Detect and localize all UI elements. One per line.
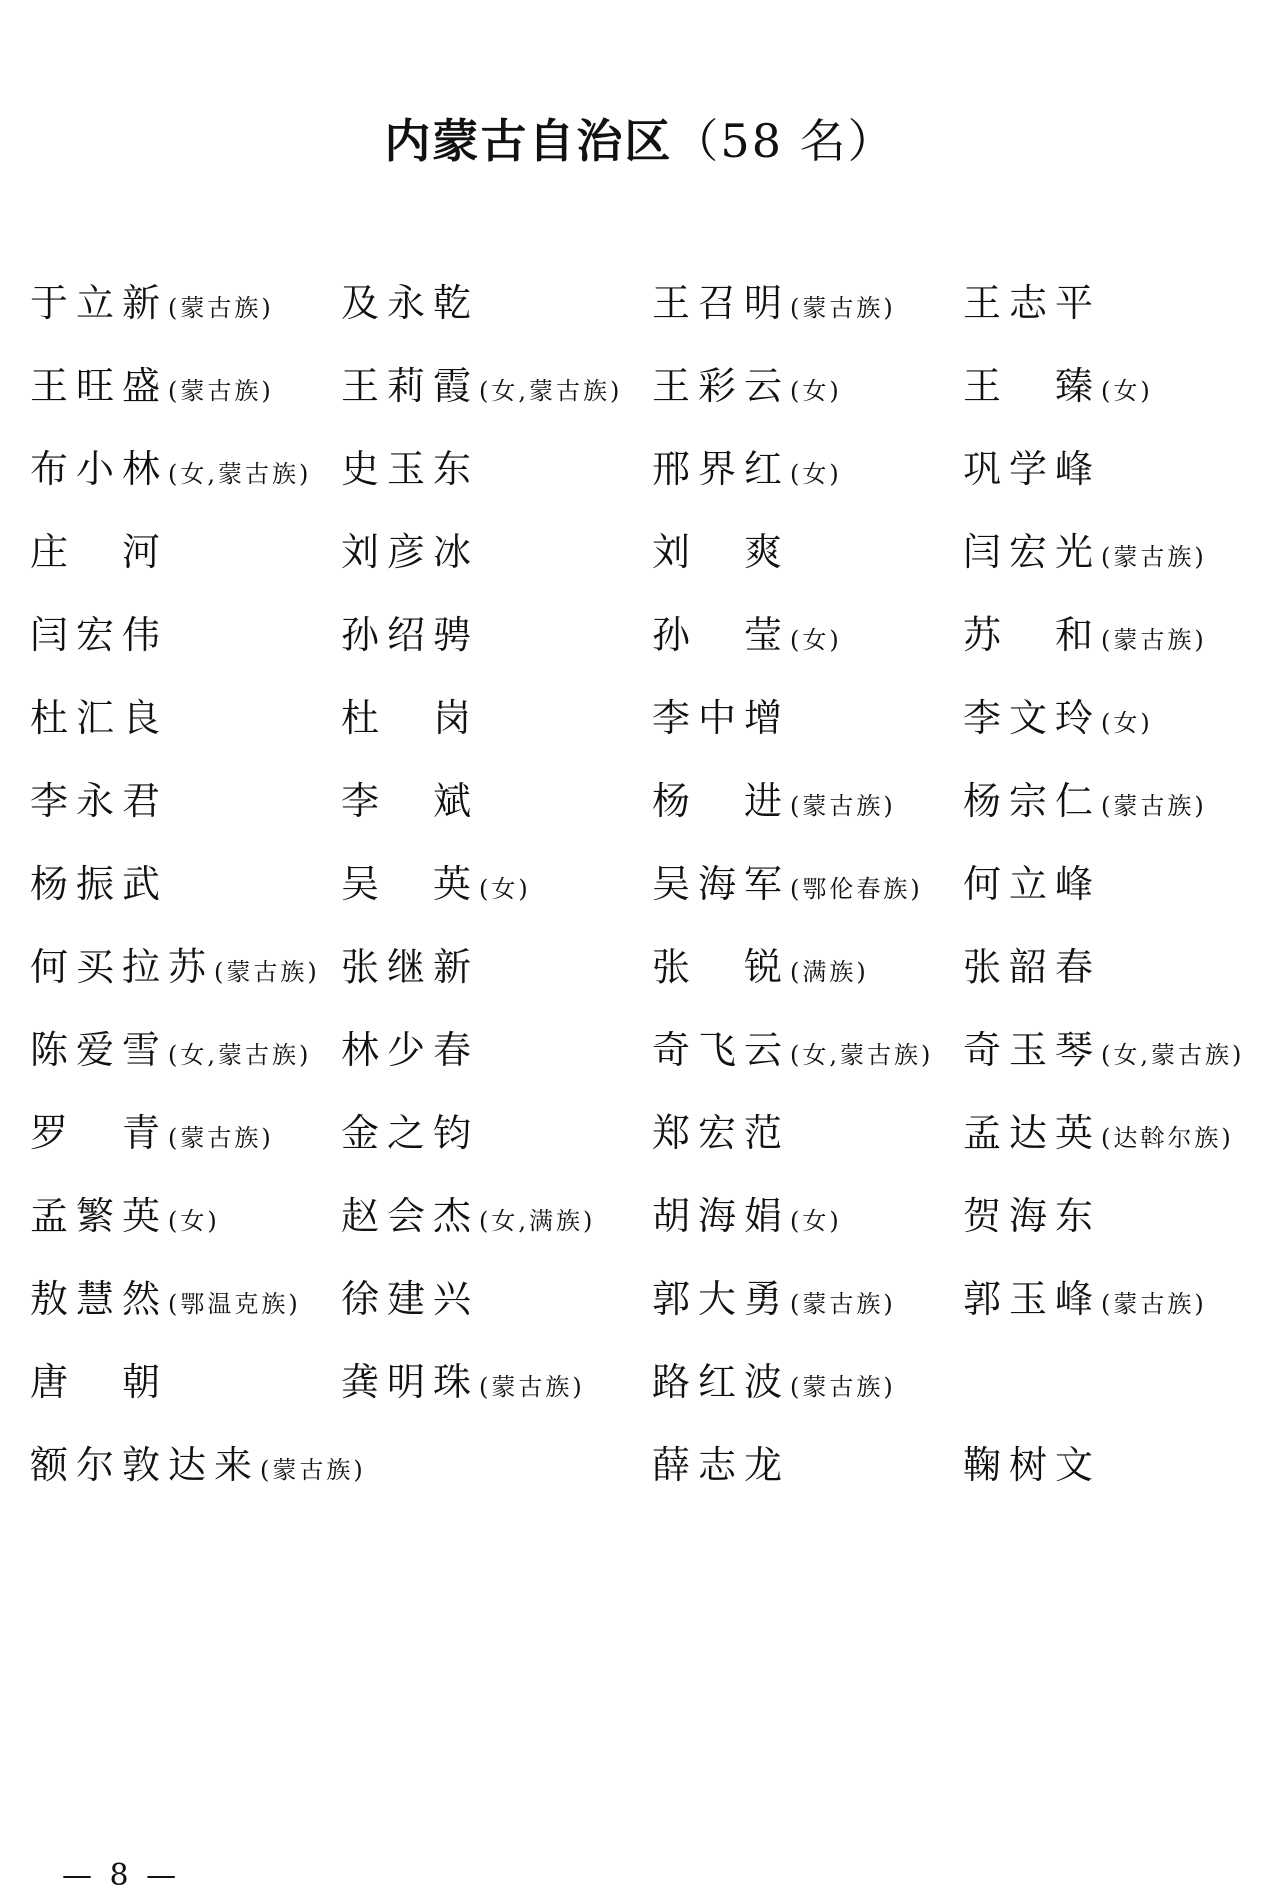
roster-entry: [652, 1024, 963, 1107]
person-note: (女,蒙古族): [168, 1041, 312, 1069]
roster-entry: [963, 526, 1260, 609]
roster-entry: [341, 1107, 652, 1190]
roster-entry: [963, 692, 1260, 775]
roster-entry: [341, 941, 652, 1024]
person-note: (女): [790, 460, 842, 488]
person-name: 郑宏范: [652, 1111, 791, 1155]
person-note: (女,蒙古族): [790, 1041, 934, 1069]
person-name: 郭大勇: [652, 1277, 791, 1321]
roster-entry: [652, 443, 963, 526]
roster-entry: [963, 1107, 1260, 1190]
person-name: 吴海军: [652, 862, 791, 906]
person-note: (女): [479, 875, 531, 903]
roster-entry: [652, 277, 963, 360]
roster-entry: [30, 858, 341, 941]
title-count: （58 名）: [672, 114, 896, 168]
person-note: (蒙古族): [168, 377, 274, 405]
person-note: (蒙古族): [168, 294, 274, 322]
person-name: 额尔敦达来: [30, 1443, 261, 1487]
roster-entry: [652, 692, 963, 775]
person-name: 布小林: [30, 447, 169, 491]
roster-entry: [652, 1439, 963, 1522]
roster-entry: [652, 360, 963, 443]
person-note: (女): [1101, 709, 1153, 737]
person-name: 奇玉琴: [963, 1028, 1102, 1072]
person-name: 苏 和: [963, 613, 1102, 657]
person-name: 闫宏光: [963, 530, 1102, 574]
person-note: (女): [790, 1207, 842, 1235]
roster-entry: [963, 1356, 1260, 1439]
roster-entry: [341, 692, 652, 775]
roster-entry: [341, 1024, 652, 1107]
person-note: (女): [168, 1207, 220, 1235]
roster-entry: [341, 277, 652, 360]
roster-entry: [341, 360, 652, 443]
person-note: (鄂伦春族): [790, 875, 923, 903]
person-note: (满族): [790, 958, 869, 986]
roster-entry: [652, 1107, 963, 1190]
person-note: (女): [790, 626, 842, 654]
roster-entry: [341, 775, 652, 858]
person-name: 杜汇良: [30, 696, 169, 740]
roster-entry: [963, 1024, 1260, 1107]
person-note: (鄂温克族): [168, 1290, 301, 1318]
roster-entry: [341, 443, 652, 526]
person-name: 李 斌: [341, 779, 480, 823]
person-name: 何立峰: [963, 862, 1102, 906]
person-note: (蒙古族): [168, 1124, 274, 1152]
roster-entry: [30, 775, 341, 858]
roster-entry: [963, 1190, 1260, 1273]
roster-entry: [963, 941, 1260, 1024]
person-note: (女): [1101, 377, 1153, 405]
person-name: 张 锐: [652, 945, 791, 989]
person-name: 杨 进: [652, 779, 791, 823]
roster-entry: [30, 277, 341, 360]
roster-entry: [30, 1356, 341, 1439]
person-name: 奇飞云: [652, 1028, 791, 1072]
person-name: 郭玉峰: [963, 1277, 1102, 1321]
person-note: (蒙古族): [1101, 543, 1207, 571]
person-name: 王莉霞: [341, 364, 480, 408]
roster-entry: [30, 1024, 341, 1107]
person-name: 孟繁英: [30, 1194, 169, 1238]
person-name: 赵会杰: [341, 1194, 480, 1238]
person-note: (蒙古族): [790, 294, 896, 322]
person-note: (女): [790, 377, 842, 405]
person-name: 薛志龙: [652, 1443, 791, 1487]
person-note: (女,满族): [479, 1207, 596, 1235]
person-name: 何买拉苏: [30, 945, 215, 989]
person-note: (蒙古族): [790, 1373, 896, 1401]
person-name: 巩学峰: [963, 447, 1102, 491]
person-name: 龚明珠: [341, 1360, 480, 1404]
roster-entry: [30, 1107, 341, 1190]
person-name: 陈爱雪: [30, 1028, 169, 1072]
person-name: 杨振武: [30, 862, 169, 906]
roster-entry: [341, 1273, 652, 1356]
page-number: — 8 —: [62, 1858, 181, 1893]
roster-entry: [652, 858, 963, 941]
person-note: (达斡尔族): [1101, 1124, 1234, 1152]
page-title: [0, 105, 1280, 171]
roster-entry: [963, 609, 1260, 692]
person-note: (蒙古族): [790, 792, 896, 820]
person-name: 李文玲: [963, 696, 1102, 740]
roster-entry: [341, 526, 652, 609]
roster-entry: [963, 1273, 1260, 1356]
person-name: 孙 莹: [652, 613, 791, 657]
roster-entry: [30, 1273, 341, 1356]
person-name: 贺海东: [963, 1194, 1102, 1238]
person-name: 史玉东: [341, 447, 480, 491]
roster-entry: [30, 692, 341, 775]
roster-entry: [963, 775, 1260, 858]
roster-entry: [341, 858, 652, 941]
person-name: 王彩云: [652, 364, 791, 408]
person-name: 徐建兴: [341, 1277, 480, 1321]
person-name: 鞠树文: [963, 1443, 1102, 1487]
person-name: 敖慧然: [30, 1277, 169, 1321]
person-name: 庄 河: [30, 530, 169, 574]
roster-entry: [652, 775, 963, 858]
roster-entry: [30, 1439, 652, 1522]
roster-entry: [652, 526, 963, 609]
person-name: 刘彦冰: [341, 530, 480, 574]
person-name: 张继新: [341, 945, 480, 989]
person-name: 唐 朝: [30, 1360, 169, 1404]
roster-entry: [30, 609, 341, 692]
person-name: 王 臻: [963, 364, 1102, 408]
person-name: 王志平: [963, 281, 1102, 325]
person-note: (女,蒙古族): [168, 460, 312, 488]
person-name: 邢界红: [652, 447, 791, 491]
name-roster: [30, 277, 1260, 1522]
roster-entry: [652, 1190, 963, 1273]
person-name: 林少春: [341, 1028, 480, 1072]
person-name: 杨宗仁: [963, 779, 1102, 823]
roster-entry: [652, 1356, 963, 1439]
roster-entry: [30, 526, 341, 609]
roster-entry: [341, 1356, 652, 1439]
person-name: 张韶春: [963, 945, 1102, 989]
person-name: 罗 青: [30, 1111, 169, 1155]
person-note: (女,蒙古族): [1101, 1041, 1245, 1069]
person-name: 于立新: [30, 281, 169, 325]
roster-entry: [963, 443, 1260, 526]
roster-entry: [963, 1439, 1260, 1522]
roster-entry: [341, 609, 652, 692]
person-name: 及永乾: [341, 281, 480, 325]
person-note: (蒙古族): [1101, 792, 1207, 820]
person-name: 李中增: [652, 696, 791, 740]
roster-entry: [341, 1190, 652, 1273]
roster-entry: [30, 941, 341, 1024]
person-name: 闫宏伟: [30, 613, 169, 657]
roster-entry: [963, 360, 1260, 443]
person-name: 刘 爽: [652, 530, 791, 574]
person-note: (蒙古族): [214, 958, 320, 986]
roster-entry: [30, 360, 341, 443]
person-note: (女,蒙古族): [479, 377, 623, 405]
person-name: 吴 英: [341, 862, 480, 906]
roster-entry: [963, 277, 1260, 360]
person-note: (蒙古族): [1101, 1290, 1207, 1318]
person-note: (蒙古族): [260, 1456, 366, 1484]
roster-entry: [30, 1190, 341, 1273]
roster-entry: [30, 443, 341, 526]
person-name: 李永君: [30, 779, 169, 823]
roster-entry: [652, 609, 963, 692]
person-name: 王召明: [652, 281, 791, 325]
person-note: (蒙古族): [790, 1290, 896, 1318]
person-name: 金之钧: [341, 1111, 480, 1155]
roster-entry: [652, 941, 963, 1024]
person-name: 王旺盛: [30, 364, 169, 408]
roster-entry: [652, 1273, 963, 1356]
person-name: 孟达英: [963, 1111, 1102, 1155]
person-note: (蒙古族): [1101, 626, 1207, 654]
person-note: (蒙古族): [479, 1373, 585, 1401]
person-name: 路红波: [652, 1360, 791, 1404]
person-name: 杜 岗: [341, 696, 480, 740]
person-name: 孙绍骋: [341, 613, 480, 657]
roster-entry: [963, 858, 1260, 941]
person-name: 胡海娟: [652, 1194, 791, 1238]
title-region: 内蒙古自治区: [384, 114, 673, 168]
